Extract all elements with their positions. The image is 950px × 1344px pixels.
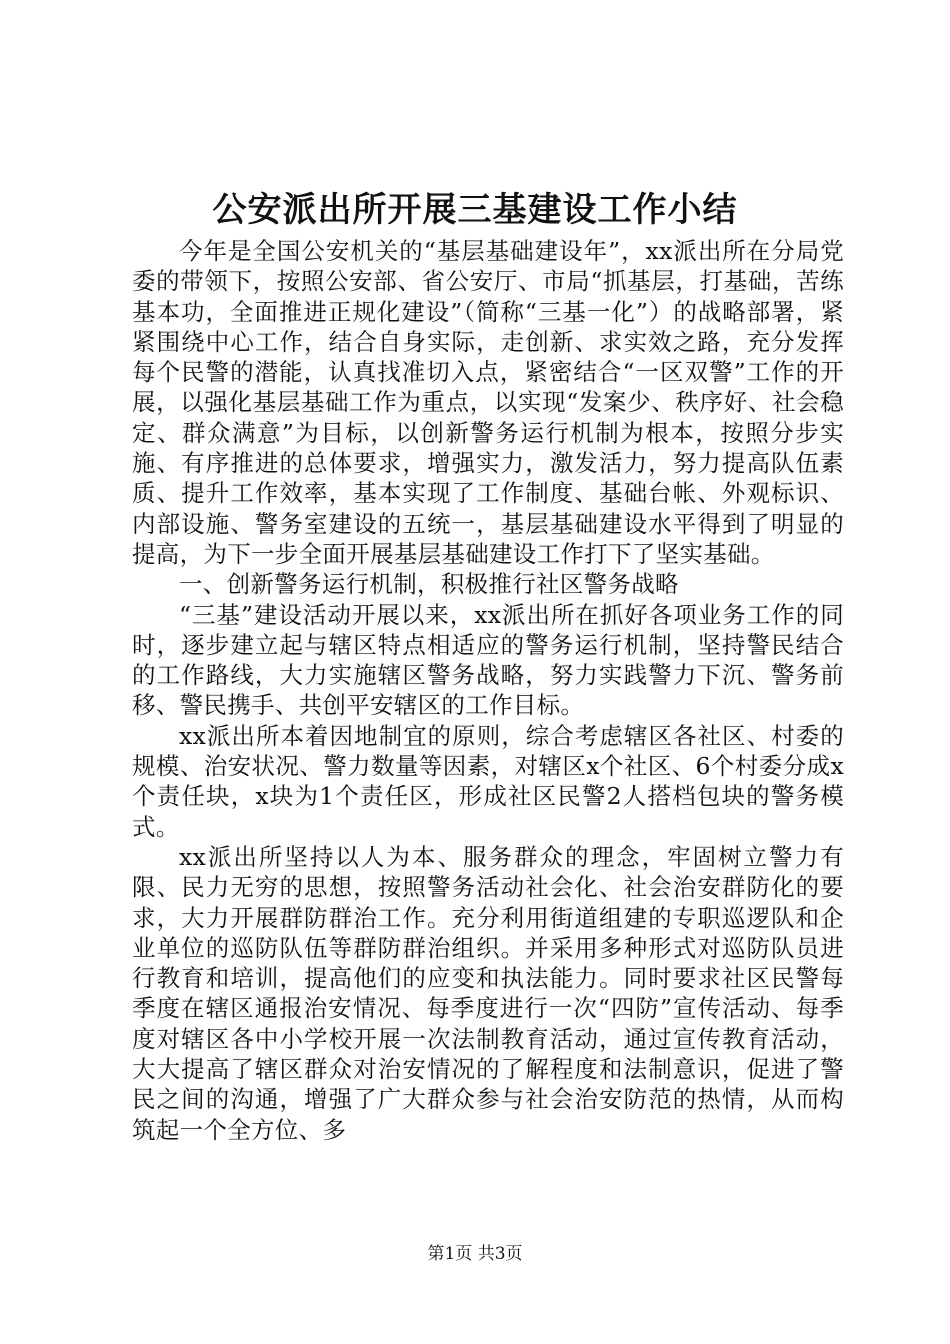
document-title: 公安派出所开展三基建设工作小结 [212, 190, 738, 230]
page-footer: 第1页 共3页 [427, 1244, 523, 1264]
paragraph-mass-prevention: xx派出所坚持以人为本、服务群众的理念，牢固树立警力有限、民力无穷的思想，按照警务活动社会化、社会治安群防化的要求，大力开展群防群治工作。充分利用街道组建的专职巡逻队和企业单位的巡防队伍等群防群治组织。并采用多种形式对巡防队员进行教育和培训，提高他们的应变和执法能力。同时要求社区民警每季度在辖区通报治安情况、每季度进行一次“四防”宣传活动、每季度对辖区各中小学校开展一次法制教育活动，通过宣传教育活动，大大提高了辖区群众对治安情况的了解程度和法制意识，促进了警民之间的沟通，增强了广大群众参与社会治安防范的热情，从而构筑起一个全方位、多 [132, 842, 844, 1144]
paragraph-section-1-overview: “三基”建设活动开展以来，xx派出所在抓好各项业务工作的同时，逐步建立起与辖区特点相适应的警务运行机制，坚持警民结合的工作路线，大力实施辖区警务战略，努力实践警力下沉、警务前移、警民携手、共创平安辖区的工作目标。 [132, 600, 844, 720]
paragraph-intro: 今年是全国公安机关的“基层基础建设年”，xx派出所在分局党委的带领下，按照公安部、省公安厅、市局“抓基层，打基础，苦练基本功，全面推进正规化建设”（简称“三基一化”）的战略部署，紧紧围绕中心工作，结合自身实际，走创新、求实效之路，充分发挥每个民警的潜能，认真找准切入点，紧密结合“一区双警”工作的开展，以强化基层基础工作为重点，以实现“发案少、秩序好、社会稳定、群众满意”为目标，以创新警务运行机制为根本，按照分步实施、有序推进的总体要求，增强实力，激发活力，努力提高队伍素质、提升工作效率，基本实现了工作制度、基础台帐、外观标识、内部设施、警务室建设的五统一，基层基础建设水平得到了明显的提高，为下一步全面开展基层基础建设工作打下了坚实基础。 [132, 237, 844, 568]
document-body [132, 236, 844, 1145]
paragraph-responsibility-areas: xx派出所本着因地制宜的原则，综合考虑辖区各社区、村委的规模、治安状况、警力数量等因素，对辖区x个社区、6个村委分成x个责任块，x块为1个责任区，形成社区民警2人搭档包块的警务模式。 [132, 721, 844, 841]
section-heading-1: 一、创新警务运行机制，积极推行社区警务战略 [179, 570, 679, 599]
